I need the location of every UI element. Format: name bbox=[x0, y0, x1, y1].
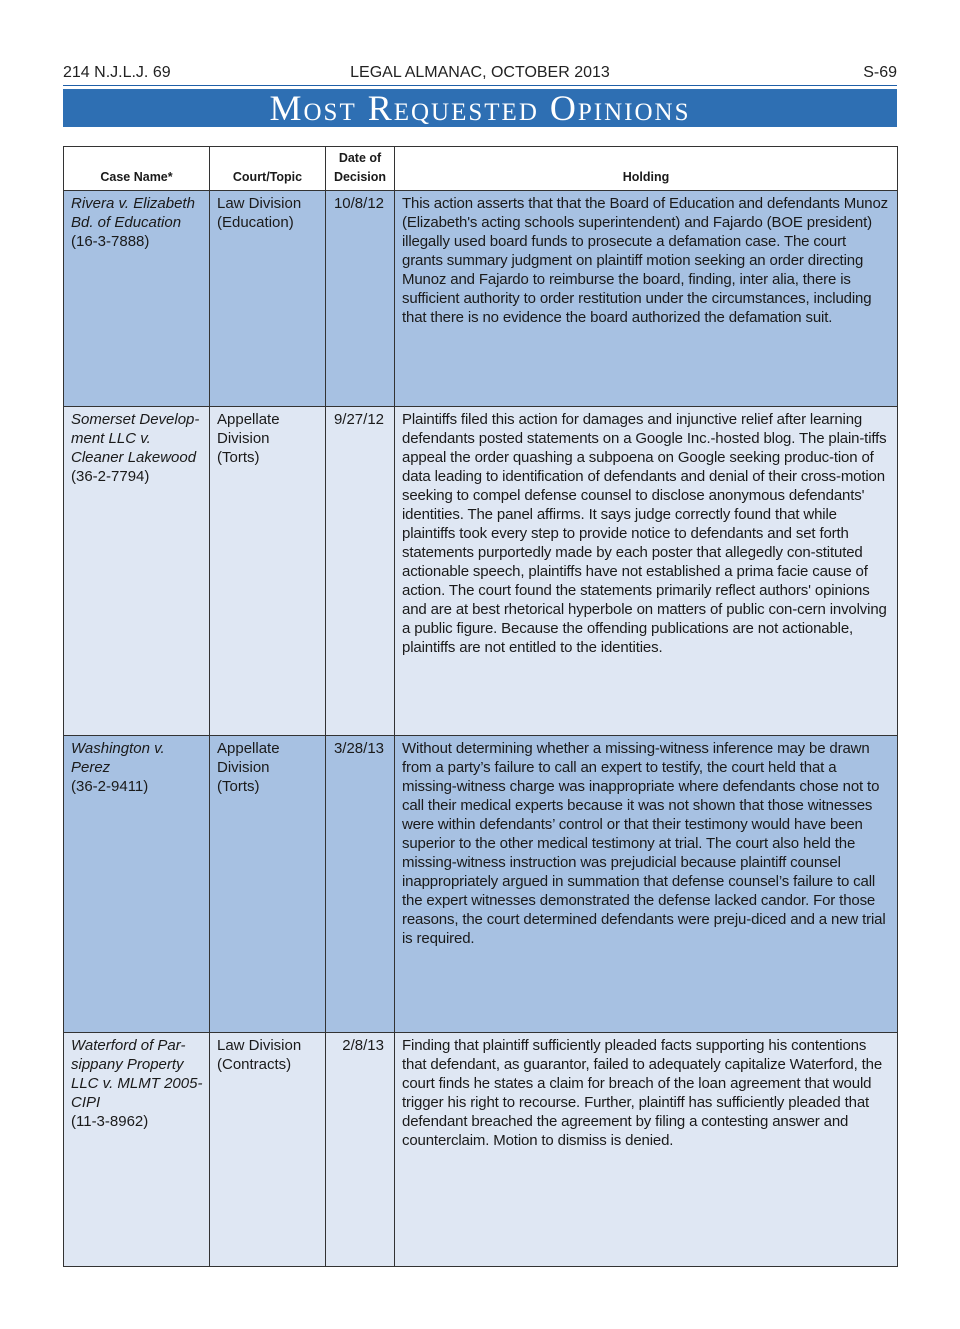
case-name-cell bbox=[64, 191, 210, 407]
header-rule bbox=[63, 85, 897, 86]
case-name: Somerset Develop-ment LLC v. Cleaner Lakewood bbox=[71, 411, 200, 466]
case-name: Waterford of Par-sippany Property LLC v. MLMT 2005-CIPI bbox=[71, 1037, 203, 1111]
case-name-cell bbox=[64, 736, 210, 1033]
table-row bbox=[64, 736, 898, 1033]
page-number: S-69 bbox=[863, 64, 897, 81]
publication-title: LEGAL ALMANAC, OCTOBER 2013 bbox=[350, 64, 610, 81]
case-number: (16-3-7888) bbox=[71, 233, 150, 250]
table-header-row bbox=[64, 147, 898, 191]
case-number: (36-2-9411) bbox=[71, 778, 149, 795]
court: Law Division bbox=[217, 1037, 302, 1054]
court-topic-cell bbox=[210, 407, 326, 736]
table-row bbox=[64, 1033, 898, 1267]
running-header bbox=[63, 62, 897, 84]
court-topic-cell bbox=[210, 191, 326, 407]
col-header-date bbox=[326, 147, 395, 191]
case-name: Rivera v. Elizabeth Bd. of Education bbox=[71, 195, 195, 231]
case-name-cell bbox=[64, 407, 210, 736]
decision-date: 2/8/13 bbox=[326, 1033, 395, 1267]
court: Appellate Division bbox=[217, 740, 280, 776]
col-header-date-line1: Date of bbox=[338, 151, 382, 165]
section-banner: Most Requested Opinions bbox=[63, 89, 897, 127]
col-header-case-name: Case Name* bbox=[64, 147, 210, 191]
topic: (Torts) bbox=[217, 449, 260, 466]
col-header-holding: Holding bbox=[395, 147, 898, 191]
case-name-cell bbox=[64, 1033, 210, 1267]
table-row bbox=[64, 407, 898, 736]
holding-text: Plaintiffs filed this action for damages and injunctive relief after learning defendants posted statements on a Google Inc.-hosted blog. The plain-tiffs appeal the order quashing a subpoena on Google seeking produc-tion of data leading to identification of defendants and denial of their cross-motion seeking to compel defense counsel to disclose anonymous defendants' identities. The panel affirms. It says judge correctly found that while plaintiffs took every step to provide notice to defendants and set forth statements purportedly made by each poster that allegedly con-stituted actionable speech, plaintiffs have not established a prima facie cause of action. The court found the statements primarily reflect authors' opinions and are at best rhetorical hyperbole on matters of public con-cern involving a public figure. Because the offending publications are not actionable, plaintiffs are not entitled to the identities. bbox=[395, 407, 898, 736]
court: Appellate Division bbox=[217, 411, 280, 447]
court: Law Division bbox=[217, 195, 302, 212]
decision-date: 9/27/12 bbox=[326, 407, 395, 736]
holding-text: Finding that plaintiff sufficiently pleaded facts supporting his contentions that defendant, as guarantor, failed to adequately capitalize Waterford, the court finds he states a claim for breach of the loan agreement that would trigger his right to recourse. Further, plaintiff has sufficiently pleaded that defendant breached the agreement by filing a contesting answer and counterclaim. Motion to dismiss is denied. bbox=[395, 1033, 898, 1267]
topic: (Contracts) bbox=[217, 1056, 292, 1073]
case-number: (11-3-8962) bbox=[71, 1113, 149, 1130]
col-header-court-topic: Court/Topic bbox=[210, 147, 326, 191]
decision-date: 10/8/12 bbox=[326, 191, 395, 407]
case-number: (36-2-7794) bbox=[71, 468, 150, 485]
decision-date: 3/28/13 bbox=[326, 736, 395, 1033]
court-topic-cell bbox=[210, 736, 326, 1033]
volume-citation: 214 N.J.L.J. 69 bbox=[63, 64, 171, 81]
topic: (Education) bbox=[217, 214, 294, 231]
case-name: Washington v. Perez bbox=[71, 740, 165, 776]
col-header-date-line2: Decision bbox=[333, 170, 387, 184]
court-topic-cell bbox=[210, 1033, 326, 1267]
opinions-table bbox=[63, 146, 898, 1267]
holding-text: This action asserts that that the Board of Education and defendants Munoz (Elizabeth's acting schools superintendent) and Fajardo (BOE president) illegally used board funds to prosecute a defamation case. The court grants summary judgment on plaintiff motion seeking an order directing Munoz and Fajardo to reimburse the board, finding, inter alia, there is sufficient authority to order restitution under the circumstances, including that there is no evidence the board authorized the defamation suit. bbox=[395, 191, 898, 407]
table-row bbox=[64, 191, 898, 407]
holding-text: Without determining whether a missing-witness inference may be drawn from a party’s failure to call an expert to testify, the court held that a missing-witness charge was inappropriate where defendants chose not to call their medical experts because it was not shown that those witnesses were within defendants’ control or that their testimony would have been superior to the other medical testimony at trial. The court also held the missing-witness instruction was prejudicial because plaintiff counsel inappropriately argued in summation that defense counsel’s failure to call the expert witnesses demonstrated the defense lacked candor. For those reasons, the court determined defendants were preju-diced and a new trial is required. bbox=[395, 736, 898, 1033]
topic: (Torts) bbox=[217, 778, 260, 795]
